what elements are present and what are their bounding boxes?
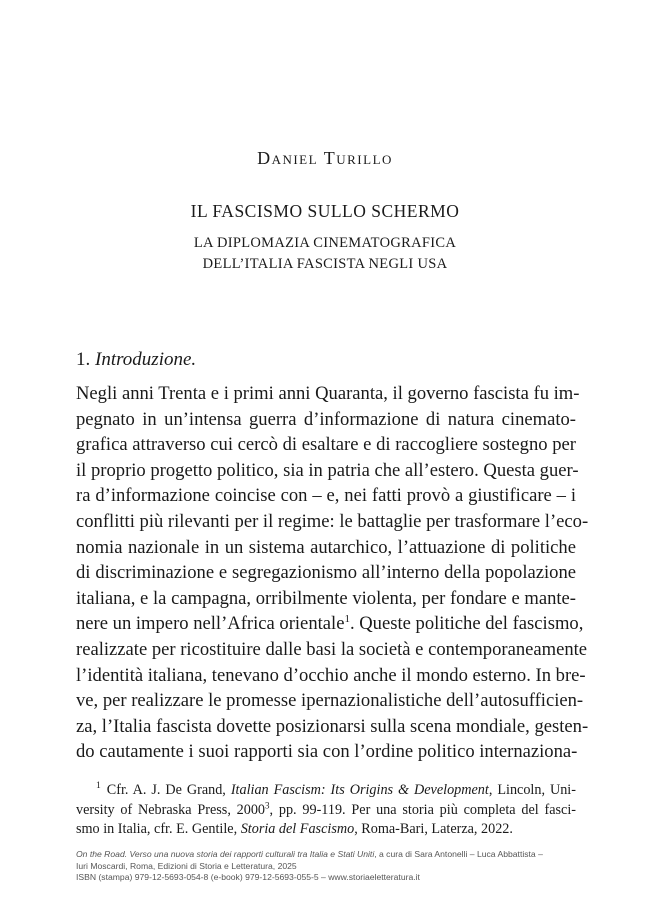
footnote-line bbox=[76, 820, 576, 840]
text-segment: nere un impero nell’Africa orientale bbox=[76, 613, 345, 635]
text-line: pegnato in un’intensa guerra d’informazione di natura cinemato- bbox=[76, 408, 576, 430]
footnote bbox=[76, 781, 576, 840]
footnote-segment: smo in Italia, cfr. E. Gentile, bbox=[76, 821, 241, 837]
body-paragraph bbox=[76, 381, 589, 765]
footnote-segment: , Roma-Bari, Laterza, 2022. bbox=[354, 821, 513, 837]
text-line: za, l’Italia fascista dovette posizionarsi sulla scena mondiale, gesten- bbox=[76, 715, 589, 737]
chapter-subtitle bbox=[0, 233, 650, 275]
text-line: di discriminazione e segregazionismo all’interno della popolazione bbox=[76, 562, 576, 584]
footnote-segment: versity of Nebraska Press, 2000 bbox=[76, 801, 266, 818]
footnote-marker[interactable]: 1 bbox=[344, 613, 350, 626]
text-line bbox=[76, 611, 584, 637]
text-line: il proprio progetto politico, sia in patria che all’estero. Questa guer- bbox=[76, 459, 579, 481]
section-title: Introduzione. bbox=[95, 349, 197, 370]
footnote-segment: , pp. 99-119. Per una storia più completa del fasci- bbox=[269, 801, 576, 818]
section-number: 1. bbox=[76, 349, 91, 370]
footnote-number: 1 bbox=[96, 781, 101, 792]
colophon-line bbox=[76, 849, 576, 861]
text-line: italiana, e la campagna, orribilmente violenta, per fondare e mante- bbox=[76, 587, 576, 609]
text-line: Negli anni Trenta e i primi anni Quaranta, il governo fascista fu im- bbox=[76, 383, 580, 404]
text-line: realizzate per ricostituire dalle basi la società e contemporaneamente bbox=[76, 638, 588, 660]
text-line: conflitti più rilevanti per il regime: le battaglie per trasformare l’eco- bbox=[76, 510, 589, 532]
colophon-line: ISBN (stampa) 979-12-5693-054-8 (e-book) 979-12-5693-055-5 – www.storiaeletteratura.it bbox=[76, 872, 420, 883]
text-line: ra d’informazione coincise con – e, nei fatti provò a giustificare – i bbox=[76, 485, 576, 507]
footnote-book-title: Storia del Fascismo bbox=[240, 821, 355, 837]
text-line: do cautamente i suoi rapporti sia con l’ordine politico internaziona- bbox=[76, 741, 578, 763]
footnote-line bbox=[76, 781, 576, 801]
chapter-title: IL FASCISMO SULLO SCHERMO bbox=[190, 201, 460, 221]
text-segment: . Queste politiche del fascismo, bbox=[349, 613, 584, 635]
subtitle-line: DELL’ITALIA FASCISTA NEGLI USA bbox=[202, 256, 448, 272]
footnote-segment: Cfr. A. J. De Grand, bbox=[106, 782, 231, 798]
colophon-segment: , a cura di Sara Antonelli – Luca Abbattista – bbox=[374, 849, 543, 859]
footnote-line bbox=[76, 801, 576, 821]
text-line: nomia nazionale in un sistema autarchico, l’attuazione di politiche bbox=[76, 536, 576, 558]
colophon bbox=[76, 849, 576, 884]
section-heading bbox=[76, 349, 196, 371]
text-line: grafica attraverso cui cercò di esaltare e di raccogliere sostegno per bbox=[76, 434, 576, 456]
footnote-segment: , Lincoln, Uni- bbox=[488, 782, 576, 798]
colophon-line: Iuri Moscardi, Roma, Edizioni di Storia e Letteratura, 2025 bbox=[76, 860, 297, 871]
edition-superscript: 3 bbox=[265, 799, 270, 810]
text-line: ve, per realizzare le promesse ipernazionalistiche dell’autosufficien- bbox=[76, 690, 584, 712]
footnote-book-title: Italian Fascism: Its Origins & Development bbox=[230, 782, 489, 798]
author-name: Daniel Turillo bbox=[257, 148, 393, 168]
text-line: l’identità italiana, tenevano d’occhio anche il mondo esterno. In bre- bbox=[76, 664, 586, 686]
subtitle-line: LA DIPLOMAZIA CINEMATOGRAFICA bbox=[193, 235, 457, 251]
volume-title: On the Road. Verso una nuova storia dei rapporti culturali tra Italia e Stati Uniti bbox=[76, 849, 375, 859]
